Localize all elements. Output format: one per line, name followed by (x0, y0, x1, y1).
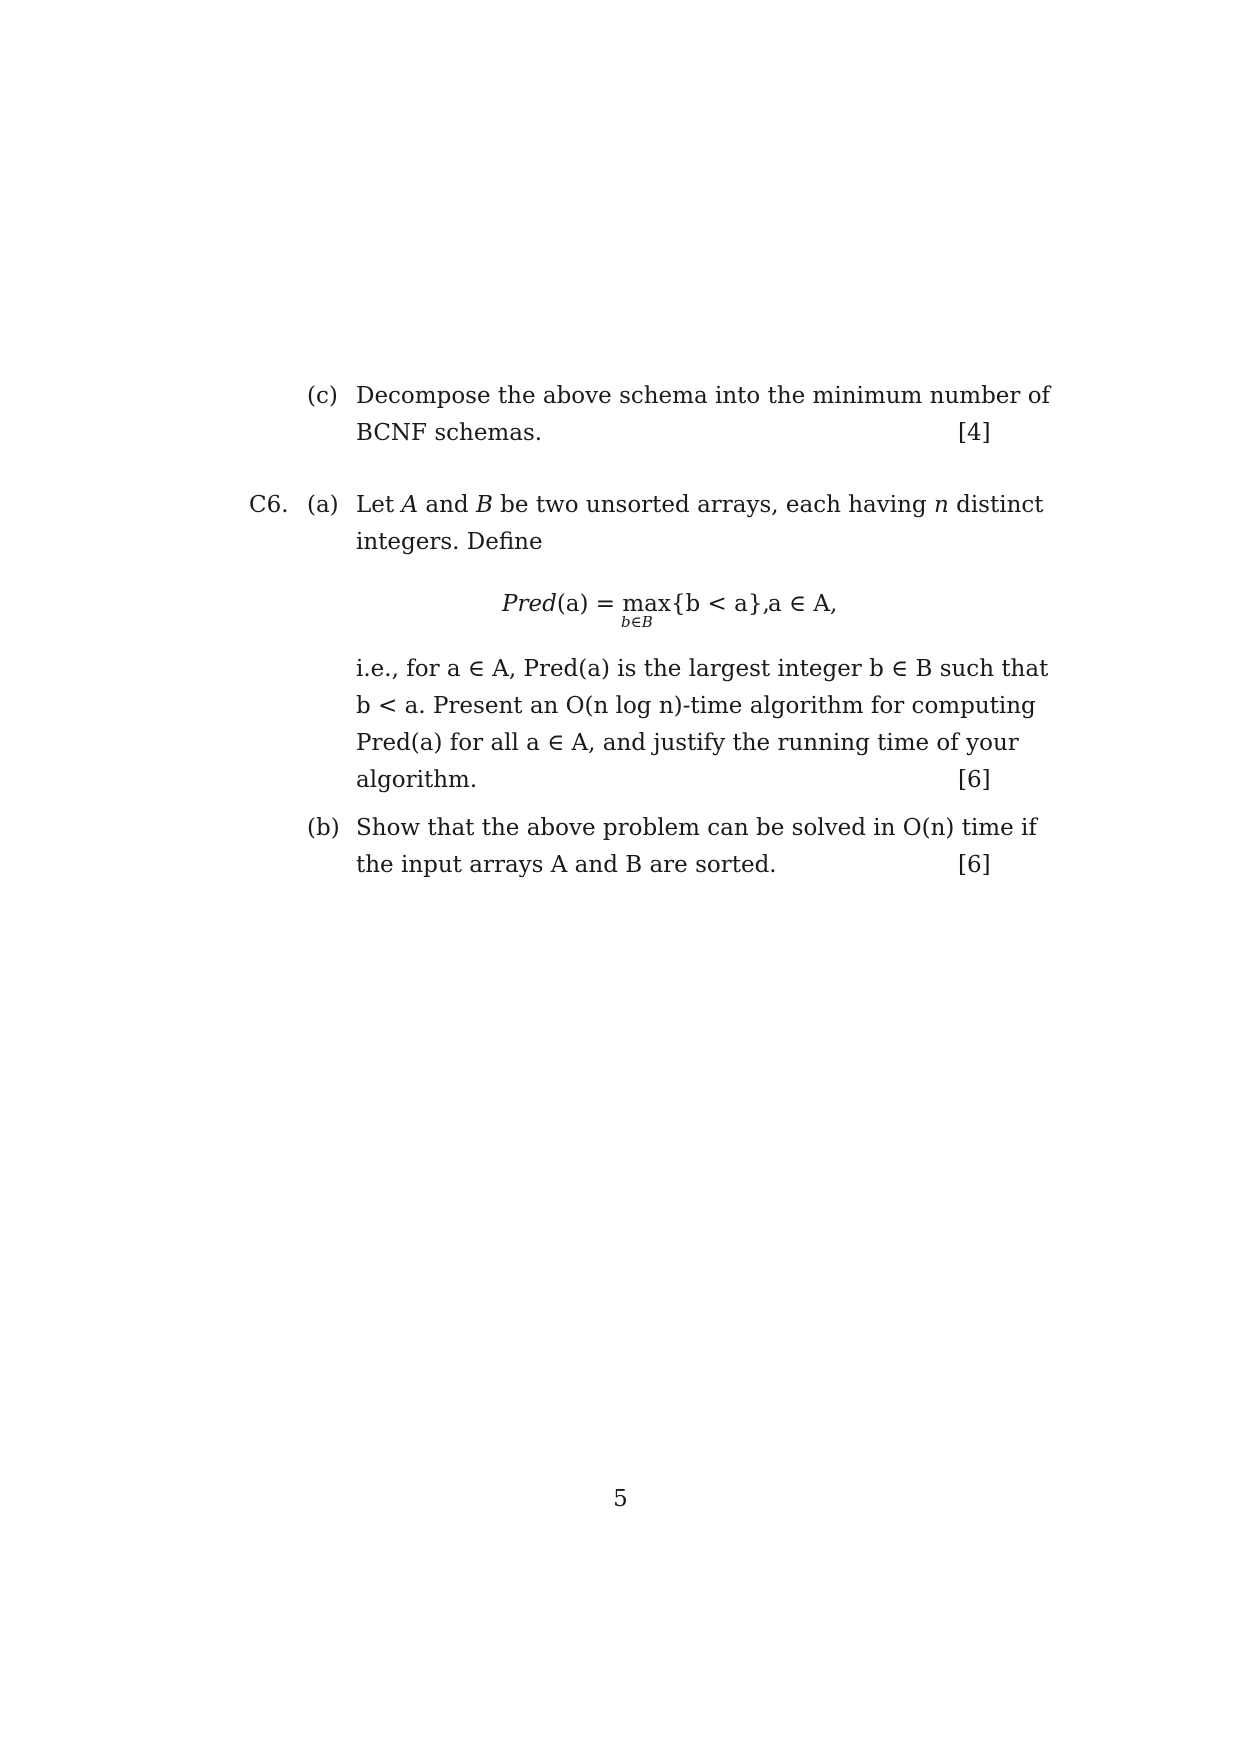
part-b-label: (b) (307, 815, 340, 841)
part-a-line-5: Pred(a) for all a ∈ A, and justify the running time of your (356, 730, 1019, 756)
part-a-label: (a) (307, 492, 339, 518)
part-a-line-3: i.e., for a ∈ A, Pred(a) is the largest integer b ∈ B such that (356, 656, 1049, 682)
part-c-marks: [4] (958, 420, 991, 446)
part-b-marks: [6] (958, 852, 991, 878)
part-a-line-4: b < a. Present an O(n log n)-time algorithm for computing (356, 693, 1036, 719)
text-fragment: and (418, 492, 476, 518)
part-b-line-1: Show that the above problem can be solved in O(n) time if (356, 815, 1037, 841)
question-number: C6. (249, 492, 289, 518)
part-c-line-1: Decompose the above schema into the minimum number of (356, 383, 1051, 409)
part-c-line-2: BCNF schemas. (356, 420, 543, 446)
max-subscript: b∈B (621, 613, 653, 631)
text-fragment: Let (356, 492, 402, 518)
part-a-line-6: algorithm. (356, 767, 478, 793)
part-b-line-2: the input arrays A and B are sorted. (356, 852, 777, 878)
text-fragment: be two unsorted arrays, each having (492, 492, 934, 518)
text-fragment: distinct (948, 492, 1044, 518)
math-var-B: B (475, 492, 493, 518)
math-var-n: n (933, 492, 949, 518)
pred-domain: a ∈ A, (768, 591, 838, 617)
pred-symbol: Pred (502, 591, 557, 617)
page-number: 5 (613, 1486, 628, 1512)
part-a-line-2: integers. Define (356, 529, 543, 555)
part-c-label: (c) (307, 383, 338, 409)
part-a-marks: [6] (958, 767, 991, 793)
part-a-line-1 (356, 490, 1044, 520)
math-var-A: A (401, 492, 419, 518)
pred-definition: (a) = max{b < a}, (556, 591, 770, 617)
